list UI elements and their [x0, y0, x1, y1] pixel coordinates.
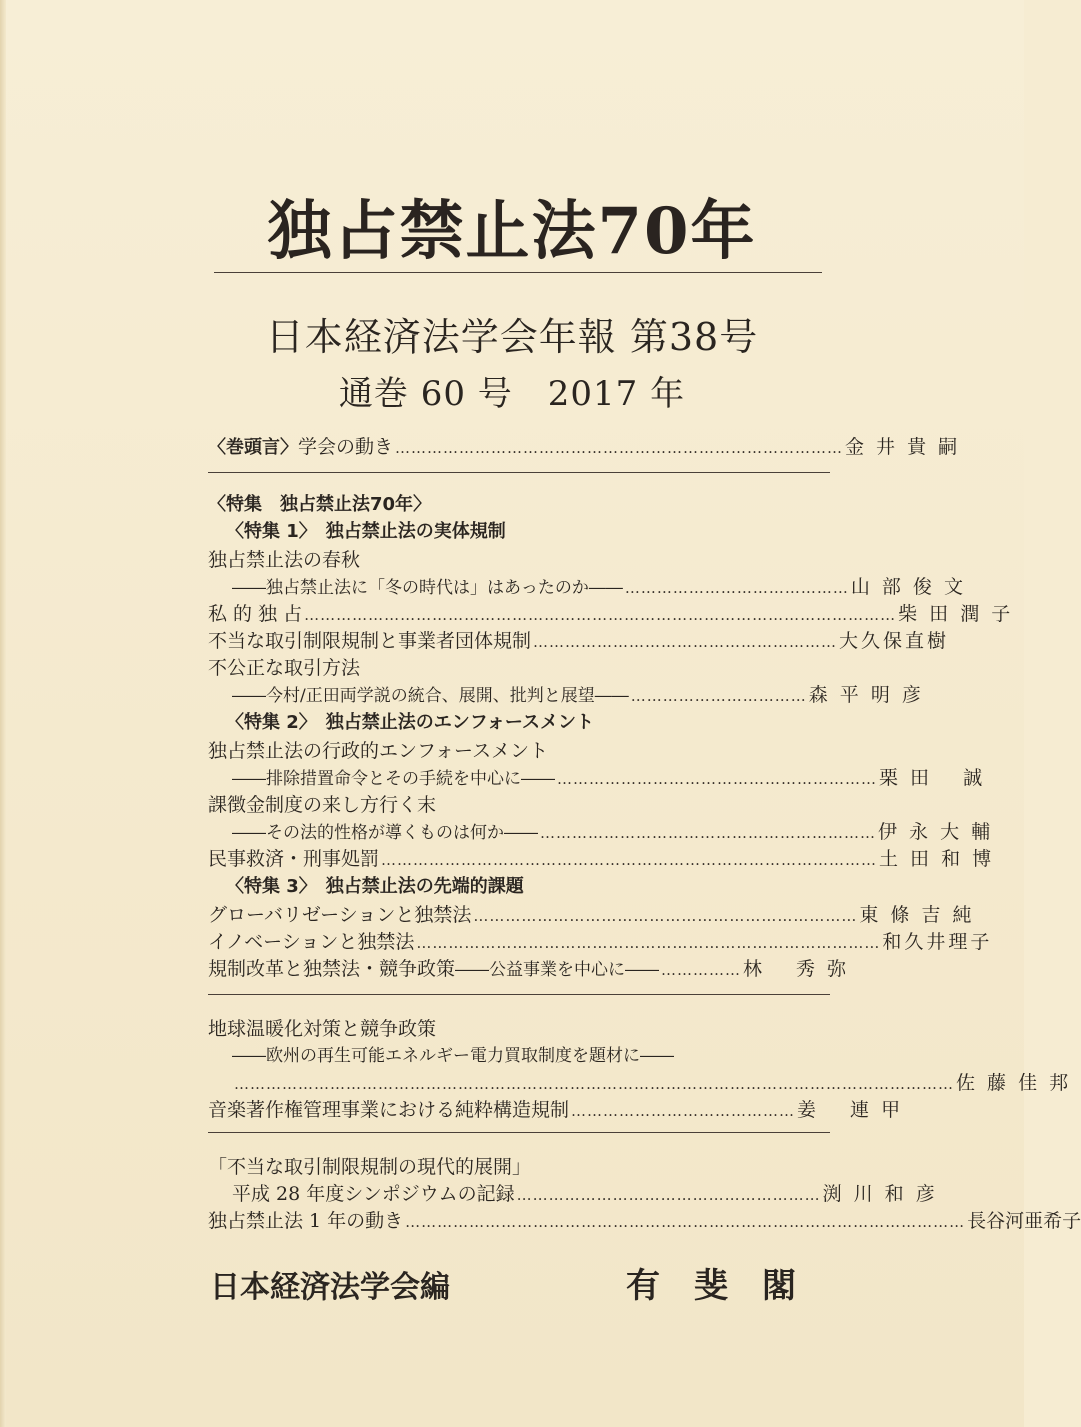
toc-entry: [208, 817, 994, 844]
special-part-3: 〈特集 3〉 独占禁止法の先端的課題: [226, 876, 524, 897]
leader-dots: ……………………………………………………: [557, 770, 877, 788]
divider: [208, 994, 830, 995]
title-divider: [214, 272, 822, 273]
leader-dots: ………………………………………………………: [540, 824, 876, 842]
toc-entry: [208, 736, 830, 763]
article-author: 渕 川 和 彦: [822, 1183, 938, 1205]
article-author: 伊 永 大 輔: [878, 821, 994, 843]
article-author: 柴 田 潤 子: [898, 603, 1014, 625]
article-title: グローバリゼーションと独禁法: [208, 904, 472, 926]
toc-entry: [208, 545, 830, 572]
article-author: 林 秀 弥: [743, 958, 850, 980]
article-author: 長谷河亜希子: [967, 1210, 1081, 1232]
article-title: 不当な取引制限規制と事業者団体規制: [208, 630, 532, 652]
article-author: 森 平 明 彦: [808, 684, 924, 706]
toc-entry: [208, 1095, 904, 1122]
special-part-1: 〈特集 1〉 独占禁止法の実体規制: [226, 521, 506, 542]
toc-entry: [208, 763, 986, 790]
toc-entry: [208, 1206, 1081, 1233]
leader-dots: ………………………………………………………………: [473, 907, 858, 925]
toc-entry: [208, 954, 850, 981]
special-heading: 〈特集 独占禁止法70年〉: [208, 494, 432, 515]
article-title: 独占禁止法 1 年の動き: [208, 1210, 404, 1232]
toc-entry: [208, 653, 830, 680]
article-title: 独占禁止法の行政的エンフォースメント: [208, 740, 549, 762]
leader-dots: …………………………………………………………………………………………………: [304, 606, 897, 624]
article-author: 和久井理子: [882, 931, 993, 953]
leader-dots: ……………………………………: [624, 579, 849, 597]
article-title: 「不当な取引制限規制の現代的展開」: [208, 1156, 532, 1178]
leader-dots: ……………………………………………………………………………: [416, 934, 881, 952]
toc-entry: [208, 1041, 854, 1068]
article-title: 私 的 独 占: [208, 603, 303, 625]
toc-entry-foreword: [208, 432, 961, 459]
divider: [208, 472, 830, 473]
toc-entry: [208, 572, 966, 599]
article-title: 民事救済・刑事処罰: [208, 848, 380, 870]
article-title: 独占禁止法の春秋: [208, 549, 361, 571]
article-title: 不公正な取引方法: [208, 657, 361, 679]
leader-dots: …………………………………………………………………………………: [381, 851, 878, 869]
article-author: 山 部 俊 文: [850, 576, 966, 598]
foreword-label: 〈巻頭言〉: [208, 437, 298, 458]
toc-entry: [208, 927, 993, 954]
foreword-author: 金 井 貴 嗣: [845, 436, 961, 458]
special-part-2: 〈特集 2〉 独占禁止法のエンフォースメント: [226, 712, 594, 733]
article-author: 土 田 和 博: [879, 848, 995, 870]
toc-entry: [208, 1014, 830, 1041]
article-author: 佐 藤 佳 邦: [956, 1072, 1072, 1094]
article-author: 東 條 吉 純: [859, 904, 975, 926]
article-author: 栗 田 誠: [879, 767, 986, 789]
toc-entry: [208, 844, 995, 871]
article-subtitle: ――排除措置命令とその手続を中心に――: [232, 769, 555, 789]
toc-entry: [208, 626, 950, 653]
leader-dots: …………………………………………………: [516, 1186, 821, 1204]
publisher-name: 有斐閣: [626, 1266, 830, 1306]
toc-entry: [208, 790, 830, 817]
leader-dots: ………………………………………………………………………………………………………………………: [234, 1075, 954, 1093]
article-subtitle: ――公益事業を中心に――: [455, 960, 660, 980]
table-of-contents: [208, 432, 1081, 1232]
article-subtitle: ――その法的性格が導くものは何か――: [232, 823, 538, 843]
toc-entry: [208, 1152, 830, 1179]
leader-dots: ……………………………………………………………………………………………: [405, 1213, 966, 1231]
volume-info: 通巻 60 号 2017 年: [338, 374, 686, 414]
toc-entry: [208, 680, 924, 707]
leader-dots: ……………………………………: [571, 1102, 796, 1120]
leader-dots: …………………………………………………: [533, 633, 838, 651]
toc-entry: [208, 1068, 1072, 1095]
journal-subtitle: 日本経済法学会年報 第38号: [265, 315, 759, 359]
toc-entry: [208, 1179, 938, 1206]
article-subtitle: 平成 28 年度シンポジウムの記録: [232, 1183, 515, 1205]
foreword-title: 学会の動き: [298, 436, 394, 458]
article-title: 規制改革と独禁法・競争政策: [208, 958, 456, 980]
article-title: 地球温暖化対策と競争政策: [208, 1018, 437, 1040]
book-title: 独占禁止法70年: [267, 194, 757, 269]
article-author: 大久保直樹: [839, 630, 950, 652]
divider: [208, 1132, 830, 1133]
leader-dots: …………………………………………………………………………: [395, 439, 844, 457]
toc-entry: [208, 599, 1014, 626]
article-subtitle: ――欧州の再生可能エネルギー電力買取制度を題材に――: [232, 1046, 674, 1066]
leader-dots: ……………………………: [630, 687, 807, 705]
article-title: 課徴金制度の来し方行く末: [208, 794, 437, 816]
leader-dots: ……………: [661, 961, 742, 979]
toc-entry: [208, 900, 975, 927]
article-subtitle: ――今村/正田両学説の統合、展開、批判と展望――: [232, 686, 629, 706]
article-title: 音楽著作権管理事業における純粋構造規制: [208, 1099, 570, 1121]
article-title: イノベーションと独禁法: [208, 931, 415, 953]
article-subtitle: ――独占禁止法に「冬の時代は」はあったのか――: [232, 578, 623, 598]
article-author: 姜 連 甲: [797, 1099, 904, 1121]
editor-name: 日本経済法学会編: [210, 1270, 450, 1305]
